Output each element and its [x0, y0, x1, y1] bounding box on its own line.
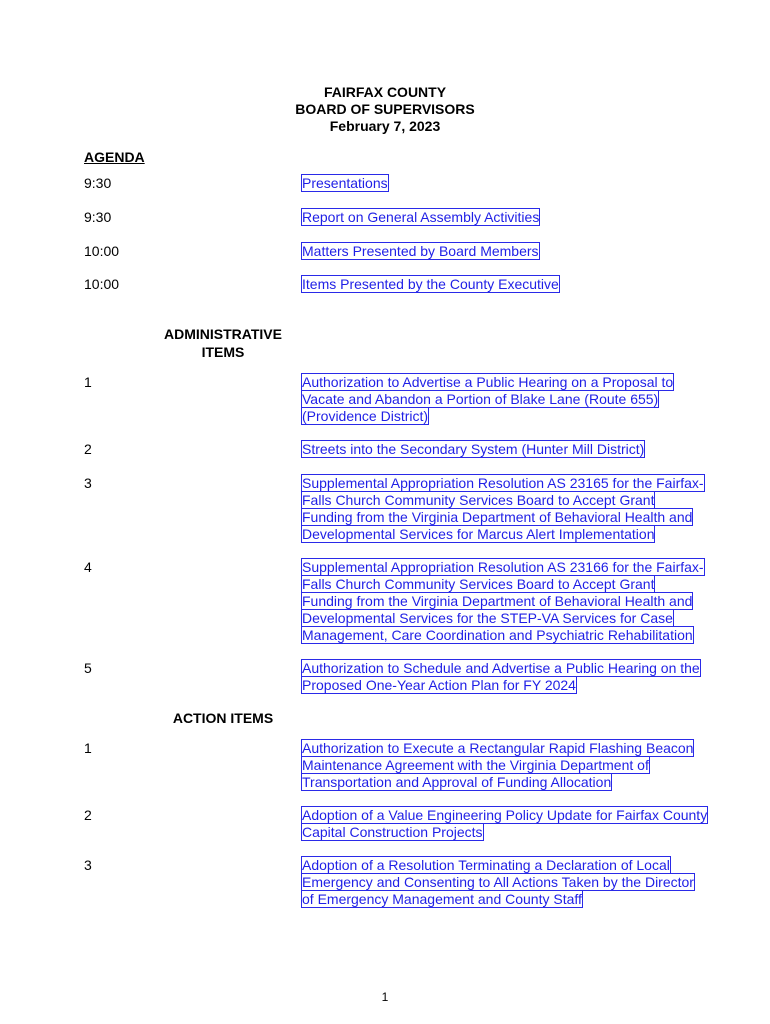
administrative-heading-line1: ADMINISTRATIVE — [164, 326, 282, 342]
administrative-item-num: 3 — [84, 475, 92, 491]
administrative-item-link-line[interactable]: Authorization to Advertise a Public Hearing on a Proposal to — [302, 374, 674, 390]
administrative-item-link-line[interactable]: (Providence District) — [302, 408, 429, 424]
action-item-link[interactable] — [302, 807, 722, 841]
action-item-link-line[interactable]: Capital Construction Projects — [302, 824, 483, 840]
agenda-item-time: 10:00 — [84, 243, 120, 259]
administrative-item-link-line[interactable]: Funding from the Virginia Department of Behavioral Health and — [302, 509, 693, 525]
action-item-link-line[interactable]: of Emergency Management and County Staff — [302, 891, 582, 907]
action-item-link-line[interactable]: Authorization to Execute a Rectangular Rapid Flashing Beacon — [302, 740, 694, 756]
agenda-item-link-line[interactable]: Presentations — [302, 175, 388, 191]
administrative-item-link-line[interactable]: Funding from the Virginia Department of Behavioral Health and — [302, 593, 693, 609]
header-board: BOARD OF SUPERVISORS — [295, 101, 475, 117]
document-header — [0, 84, 770, 135]
action-items-heading: ACTION ITEMS — [172, 710, 274, 726]
administrative-item-link[interactable] — [302, 559, 722, 644]
action-item-link-line[interactable]: Transportation and Approval of Funding Allocation — [302, 774, 612, 790]
administrative-item-link-line[interactable]: Proposed One-Year Action Plan for FY 2024 — [302, 677, 576, 693]
administrative-item-link-line[interactable]: Authorization to Schedule and Advertise a Public Hearing on the — [302, 660, 700, 676]
administrative-item-link-line[interactable]: Management, Care Coordination and Psychiatric Rehabilitation — [302, 627, 693, 643]
action-item-num: 2 — [84, 807, 92, 823]
header-county: FAIRFAX COUNTY — [323, 84, 447, 100]
action-item-num: 3 — [84, 857, 92, 873]
administrative-item-link[interactable] — [302, 475, 722, 543]
agenda-item-link-line[interactable]: Report on General Assembly Activities — [302, 209, 540, 225]
administrative-item-link-line[interactable]: Streets into the Secondary System (Hunter Mill District) — [302, 441, 645, 457]
action-item-link[interactable] — [302, 740, 722, 791]
administrative-item-link[interactable] — [302, 374, 722, 425]
administrative-item-num: 1 — [84, 374, 92, 390]
administrative-item-link-line[interactable]: Developmental Services for Marcus Alert Implementation — [302, 526, 655, 542]
agenda-item-link[interactable] — [302, 175, 722, 192]
header-date: February 7, 2023 — [329, 118, 441, 134]
administrative-item-num: 2 — [84, 441, 92, 457]
administrative-item-link-line[interactable]: Falls Church Community Services Board to Accept Grant — [302, 576, 655, 592]
action-item-num: 1 — [84, 740, 92, 756]
agenda-title: AGENDA — [84, 149, 145, 165]
action-item-link-line[interactable]: Adoption of a Value Engineering Policy Update for Fairfax County — [302, 807, 708, 823]
administrative-heading-line2: ITEMS — [201, 344, 245, 360]
action-item-link-line[interactable]: Adoption of a Resolution Terminating a Declaration of Local — [302, 857, 670, 873]
administrative-item-link-line[interactable]: Developmental Services for the STEP-VA Services for Case — [302, 610, 673, 626]
action-item-link-line[interactable]: Maintenance Agreement with the Virginia Department of — [302, 757, 649, 773]
administrative-item-link-line[interactable]: Supplemental Appropriation Resolution AS 23165 for the Fairfax- — [302, 475, 704, 491]
administrative-item-link[interactable] — [302, 441, 722, 458]
agenda-item-link[interactable] — [302, 243, 722, 260]
agenda-item-link[interactable] — [302, 209, 722, 226]
agenda-item-time: 10:00 — [84, 276, 120, 292]
administrative-item-link-line[interactable]: Supplemental Appropriation Resolution AS 23166 for the Fairfax- — [302, 559, 704, 575]
action-item-link[interactable] — [302, 857, 722, 908]
agenda-item-time: 9:30 — [84, 209, 112, 225]
administrative-item-link-line[interactable]: Vacate and Abandon a Portion of Blake Lane (Route 655) — [302, 391, 659, 407]
agenda-item-link[interactable] — [302, 276, 722, 293]
administrative-item-link[interactable] — [302, 660, 722, 694]
agenda-item-link-line[interactable]: Matters Presented by Board Members — [302, 243, 539, 259]
administrative-item-num: 4 — [84, 559, 92, 575]
action-item-link-line[interactable]: Emergency and Consenting to All Actions Taken by the Director — [302, 874, 694, 890]
page-number: 1 — [381, 990, 389, 1004]
administrative-item-link-line[interactable]: Falls Church Community Services Board to Accept Grant — [302, 492, 655, 508]
agenda-item-link-line[interactable]: Items Presented by the County Executive — [302, 276, 559, 292]
administrative-item-num: 5 — [84, 660, 92, 676]
agenda-item-time: 9:30 — [84, 175, 112, 191]
administrative-items-heading — [150, 325, 296, 361]
